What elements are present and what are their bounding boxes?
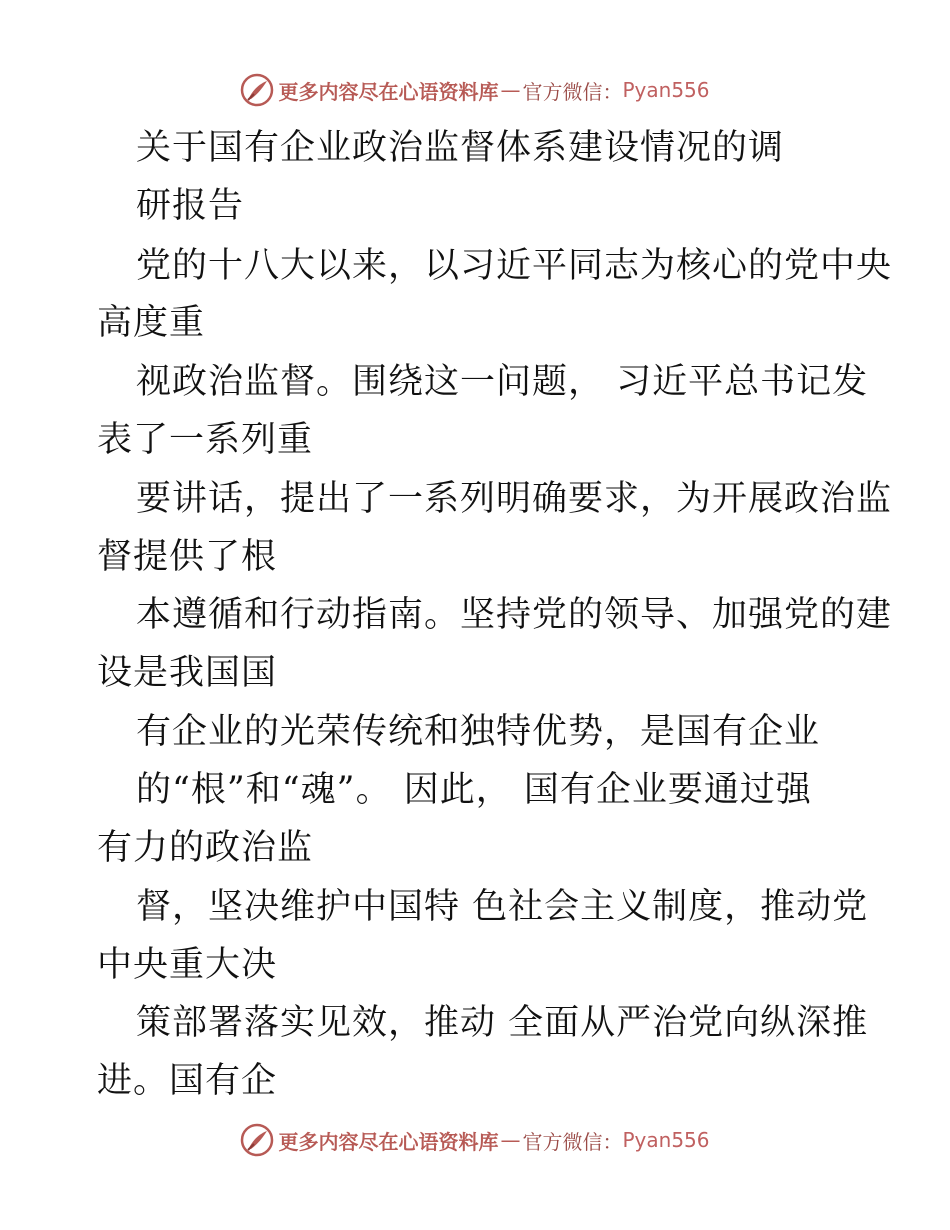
paragraph-line: 有力的政治监 [97, 828, 314, 868]
paragraph-line: 设是我国国 [97, 653, 278, 693]
watermark-dash: — [500, 1128, 521, 1152]
title-line-1: 关于国有企业政治监督体系建设情况的调 [136, 128, 785, 168]
title-line-2: 研报告 [136, 186, 245, 226]
paragraph-line: 视政治监督。围绕这一问题， 习近平总书记发 [136, 362, 869, 402]
paragraph-line: 督，坚决维护中国特 色社会主义制度，推动党 [136, 887, 869, 927]
feather-logo-icon [240, 73, 274, 107]
footer-watermark [0, 1120, 950, 1160]
paragraph-line: 本遵循和行动指南。坚持党的领导、加强党的建 [136, 595, 893, 635]
paragraph-line: 督提供了根 [97, 537, 278, 577]
watermark-brand: 更多内容尽在心语资料库 [278, 1129, 499, 1154]
paragraph-line: 要讲话，提出了一系列明确要求，为开展政治监 [136, 479, 893, 519]
paragraph-line: 党的十八大以来，以习近平同志为核心的党中央 [136, 246, 893, 286]
watermark-account: Pyan556 [622, 1128, 710, 1152]
paragraph-line: 有企业的光荣传统和独特优势，是国有企业 [136, 712, 821, 752]
watermark-account: Pyan556 [622, 78, 710, 102]
paragraph-line: 中央重大决 [97, 945, 278, 985]
watermark-label: 官方微信： [522, 79, 623, 104]
feather-logo-icon [240, 1123, 274, 1157]
watermark-label: 官方微信： [522, 1129, 623, 1154]
watermark-brand: 更多内容尽在心语资料库 [278, 79, 499, 104]
watermark-dash: — [500, 78, 521, 102]
paragraph-line: 策部署落实见效，推动 全面从严治党向纵深推 [136, 1003, 869, 1043]
paragraph-line: 的“根”和“魂”。 因此， 国有企业要通过强 [136, 770, 812, 810]
header-watermark [0, 70, 950, 110]
paragraph-line: 进。国有企 [97, 1061, 278, 1101]
paragraph-line: 表了一系列重 [97, 420, 314, 460]
paragraph-line: 高度重 [97, 303, 206, 343]
